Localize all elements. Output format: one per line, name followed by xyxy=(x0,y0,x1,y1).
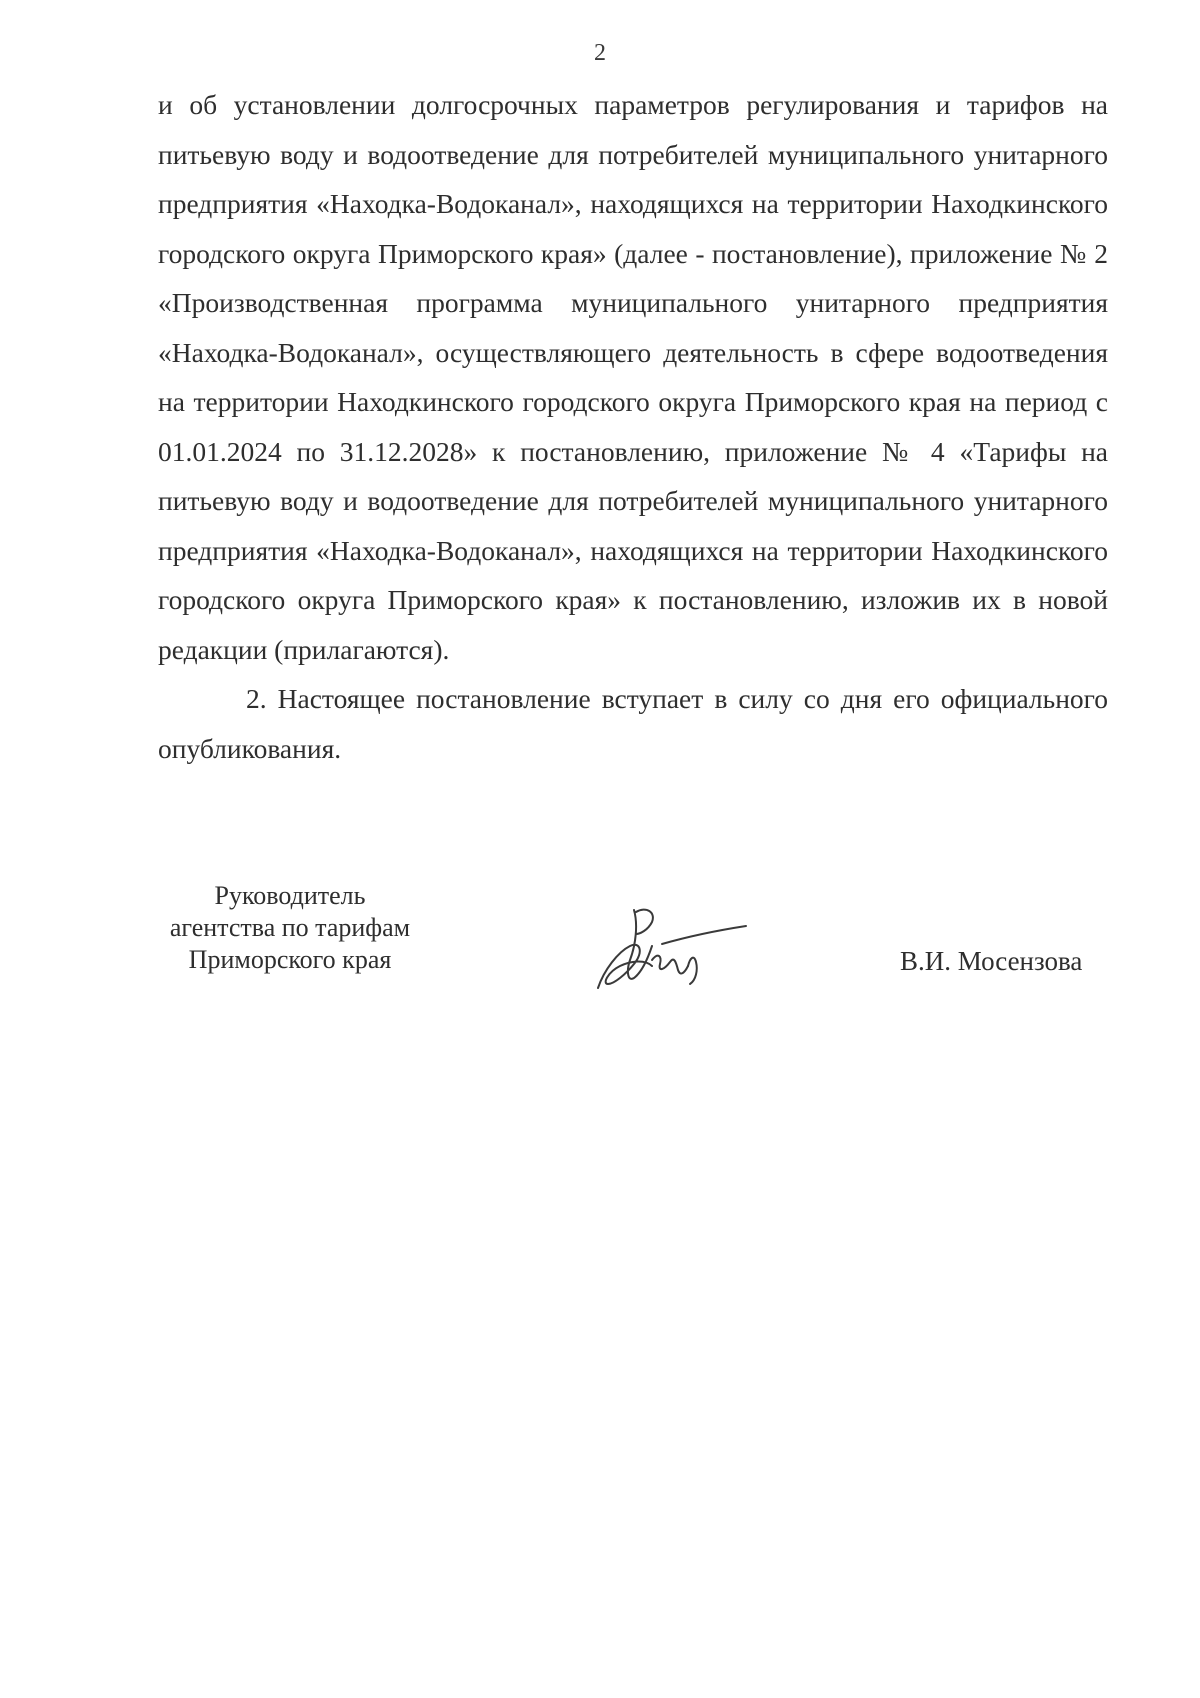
signer-position-line: Руководитель xyxy=(214,881,366,910)
handwritten-signature xyxy=(590,900,750,1000)
signer-position-line: Приморского края xyxy=(188,945,392,974)
signer-name: В.И. Мосензова xyxy=(900,946,1083,976)
page-number: 2 xyxy=(594,40,606,66)
paragraph-effective-date: 2. Настоящее постановление вступает в силу со дня его официального опубликования. xyxy=(158,683,1108,764)
paragraph-continued: и об установлении долгосрочных параметров регулирования и тарифов на питьевую воду и водоотведение для потребителей муниципального унитарного предприятия «Находка-Водоканал», находящихся на территории Находкинского городского округа Приморского края» (далее - постановление), приложение № 2 «Производственная программа муниципального унитарного предприятия «Находка-Водоканал», осуществляющего деятельность в сфере водоотведения на территории Находкинского городского округа Приморского края на период с 01.01.2024 по 31.12.2028» к постановлению, приложение № 4 «Тарифы на питьевую воду и водоотведение для потребителей муниципального унитарного предприятия «Находка-Водоканал», находящихся на территории Находкинского городского округа Приморского края» к постановлению, изложив их в новой редакции (прилагаются). xyxy=(158,89,1108,665)
signer-position xyxy=(150,880,430,976)
document-body xyxy=(158,80,1108,773)
signature-block xyxy=(0,880,1200,1000)
signer-position-line: агентства по тарифам xyxy=(169,913,411,942)
